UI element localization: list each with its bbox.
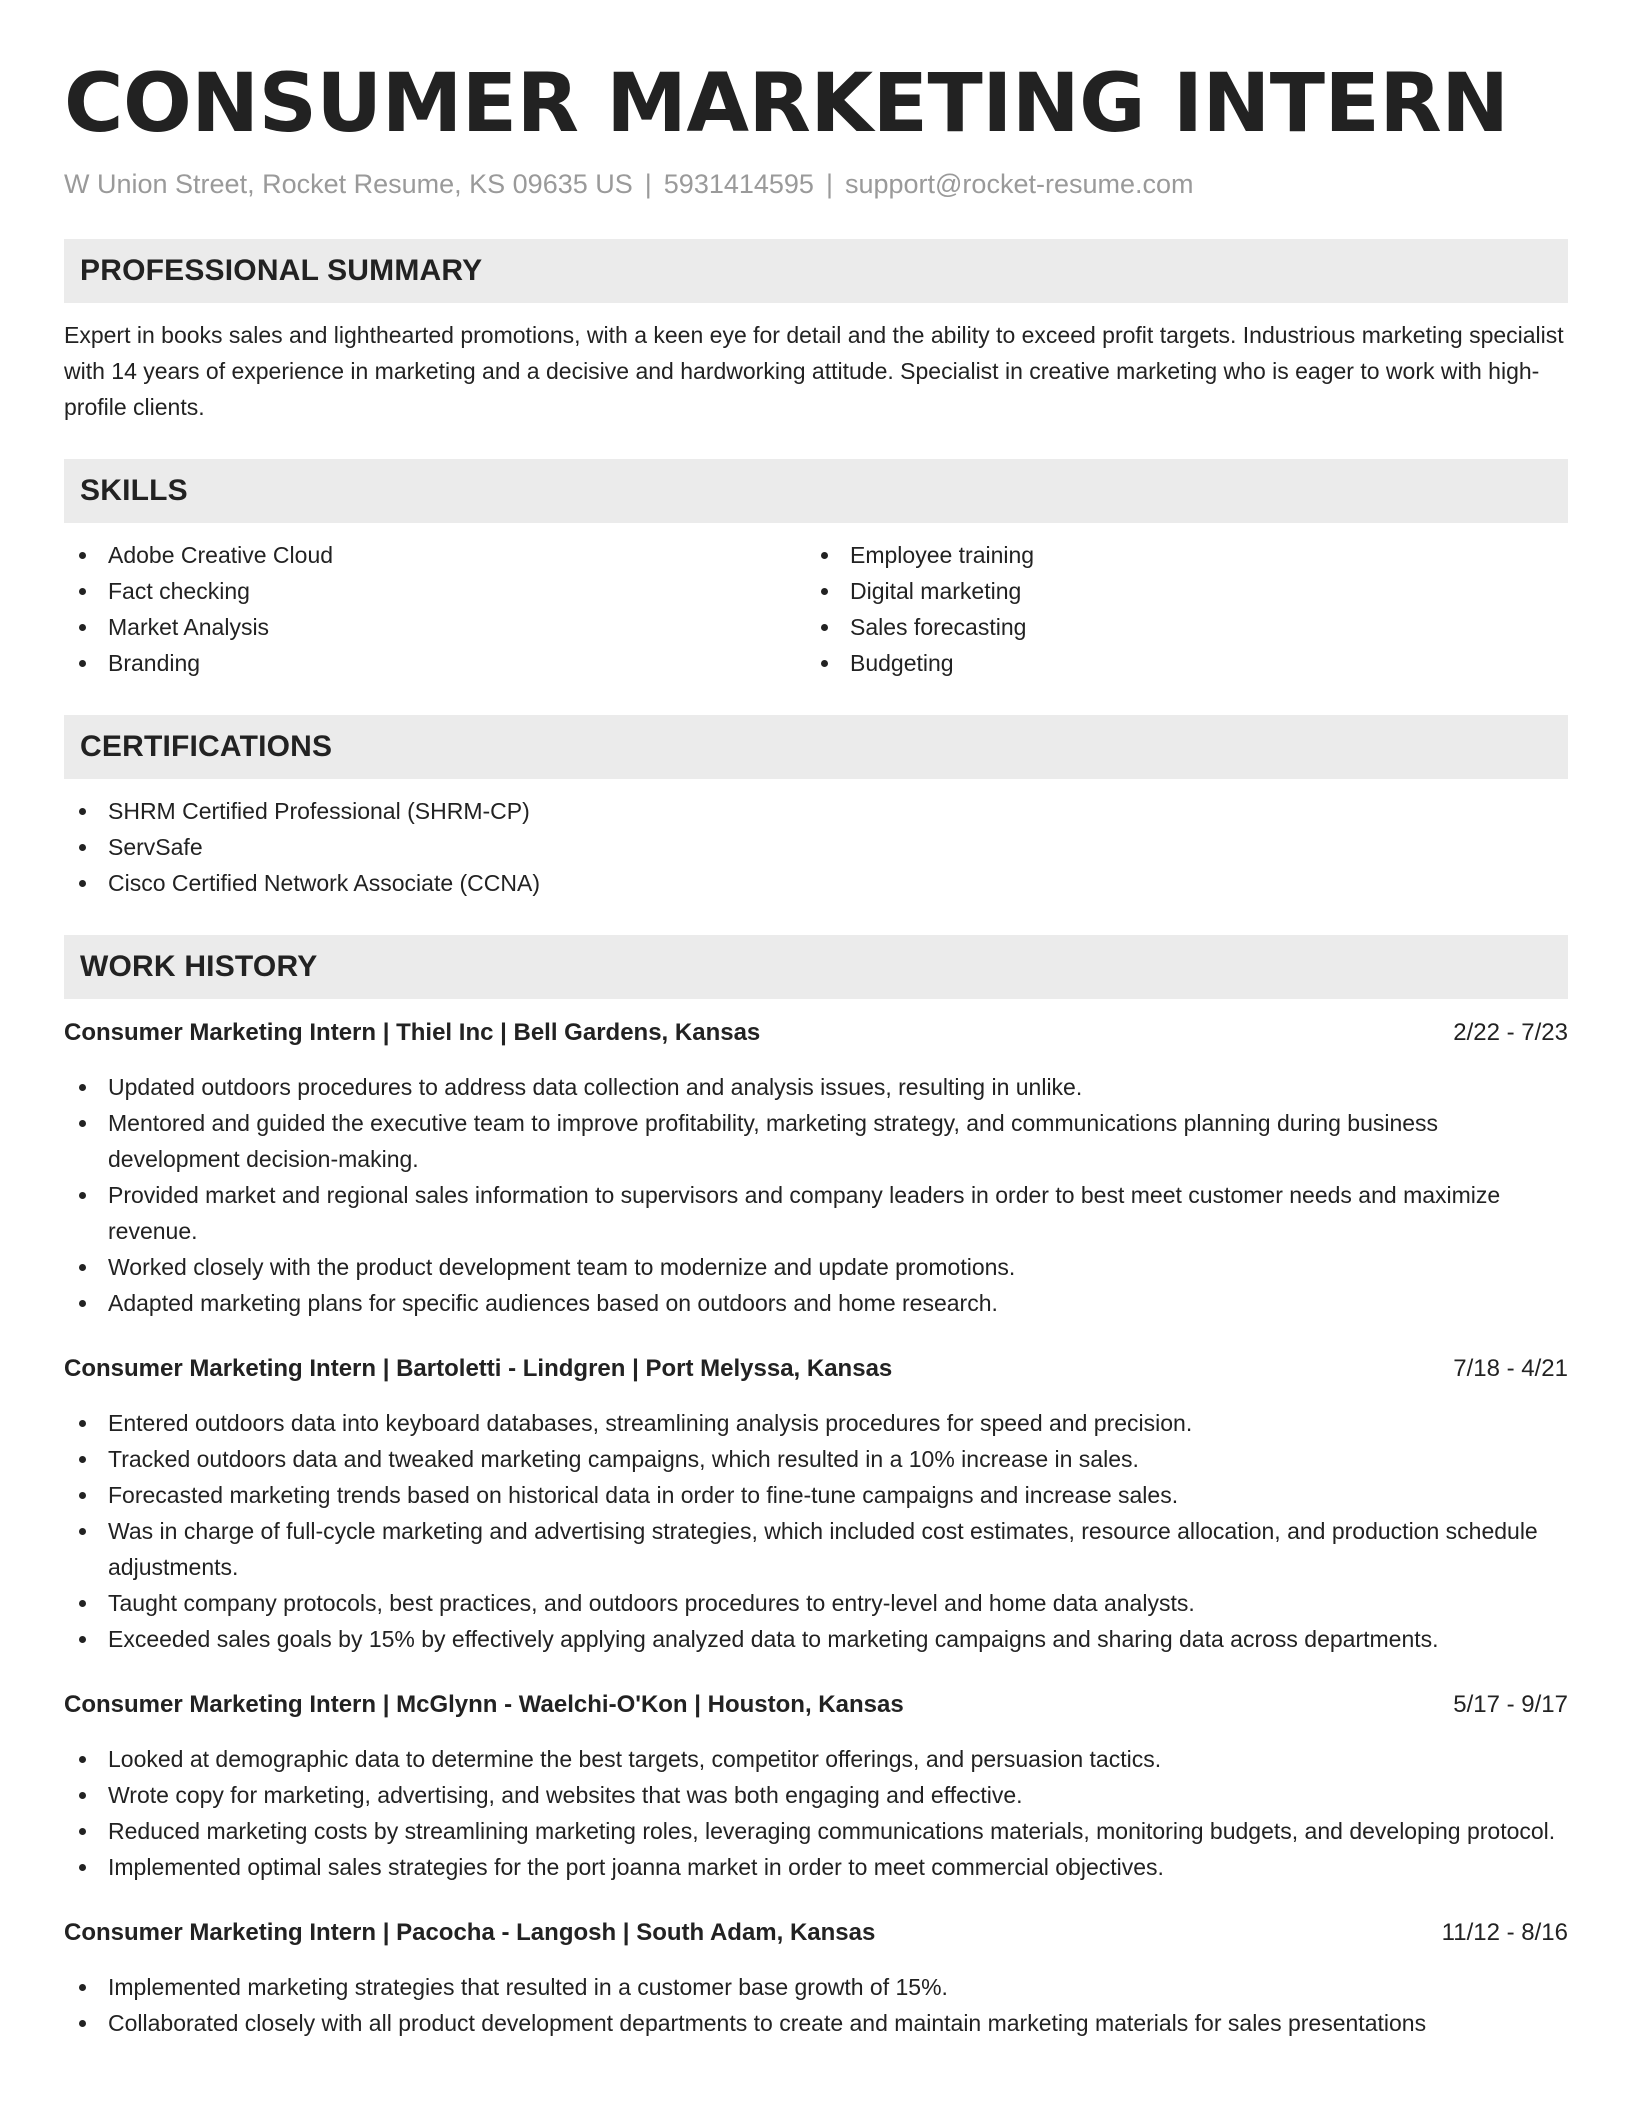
bullet-dot <box>79 660 86 667</box>
list-item: Looked at demographic data to determine the best targets, competitor offerings, and persuasion tactics. <box>64 1741 1568 1777</box>
job-entry <box>64 1687 1568 1885</box>
bullet-dot <box>79 1492 86 1499</box>
bullet-dot <box>79 588 86 595</box>
job-title: Consumer Marketing Intern | Bartoletti - Lindgren | Port Melyssa, Kansas <box>64 1355 893 1382</box>
job-dates: 5/17 - 9/17 <box>1453 1691 1568 1718</box>
summary-text: Expert in books sales and lighthearted promotions, with a keen eye for detail and the ability to exceed profit targets. Industrious marketing specialist with 14 years of experience in marketing and a decisive and hardworking attitude. Specialist in creative marketing who is eager to work with high-profile clients. <box>64 322 1564 420</box>
list-item: Implemented optimal sales strategies for the port joanna market in order to meet commercial objectives. <box>64 1849 1568 1885</box>
list-item: Exceeded sales goals by 15% by effectively applying analyzed data to marketing campaigns and sharing data across departments. <box>64 1621 1568 1657</box>
bullet-dot <box>821 552 828 559</box>
list-item: Adapted marketing plans for specific audiences based on outdoors and home research. <box>64 1285 1568 1321</box>
section-heading-summary: PROFESSIONAL SUMMARY <box>64 239 1568 303</box>
list-item: Cisco Certified Network Associate (CCNA) <box>64 865 1568 901</box>
job-header <box>64 1351 1568 1387</box>
list-item: Provided market and regional sales information to supervisors and company leaders in order to best meet customer needs and maximize revenue. <box>64 1177 1568 1249</box>
job-title: Consumer Marketing Intern | Pacocha - Langosh | South Adam, Kansas <box>64 1919 876 1946</box>
resume-page <box>64 0 1568 2041</box>
bullet-dot <box>79 1264 86 1271</box>
bullet-dot <box>79 1828 86 1835</box>
skills-column-right <box>806 537 1548 681</box>
list-item: SHRM Certified Professional (SHRM-CP) <box>64 793 1568 829</box>
bullet-dot <box>79 1420 86 1427</box>
bullet-dot <box>79 1984 86 1991</box>
bullet-dot <box>79 1792 86 1799</box>
list-item: Market Analysis <box>64 609 806 645</box>
list-item: Digital marketing <box>806 573 1548 609</box>
list-item: Forecasted marketing trends based on historical data in order to fine-tune campaigns and increase sales. <box>64 1477 1568 1513</box>
contact-address: W Union Street, Rocket Resume, KS 09635 US <box>64 169 633 199</box>
job-dates: 11/12 - 8/16 <box>1441 1919 1568 1946</box>
bullet-dot <box>821 624 828 631</box>
list-item: Fact checking <box>64 573 806 609</box>
contact-email[interactable]: support@rocket-resume.com <box>844 169 1194 199</box>
bullet-dot <box>79 624 86 631</box>
bullet-dot <box>79 1192 86 1199</box>
job-entry <box>64 1015 1568 1321</box>
contact-line <box>64 166 1568 202</box>
bullet-dot <box>79 1456 86 1463</box>
list-item: Collaborated closely with all product development departments to create and maintain marketing materials for sales presentations <box>64 2005 1568 2041</box>
job-entry <box>64 1351 1568 1657</box>
list-item: Implemented marketing strategies that resulted in a customer base growth of 15%. <box>64 1969 1568 2005</box>
contact-phone: 5931414595 <box>663 169 814 199</box>
list-item: Branding <box>64 645 806 681</box>
list-item: Mentored and guided the executive team to improve profitability, marketing strategy, and communications planning during business development decision-making. <box>64 1105 1568 1177</box>
job-title: Consumer Marketing Intern | Thiel Inc | Bell Gardens, Kansas <box>64 1019 761 1046</box>
list-item: Employee training <box>806 537 1548 573</box>
bullet-dot <box>79 844 86 851</box>
list-item: Entered outdoors data into keyboard databases, streamlining analysis procedures for speed and precision. <box>64 1405 1568 1441</box>
contact-separator: | <box>825 169 833 199</box>
list-item: Tracked outdoors data and tweaked marketing campaigns, which resulted in a 10% increase in sales. <box>64 1441 1568 1477</box>
list-item: ServSafe <box>64 829 1568 865</box>
contact-separator: | <box>644 169 652 199</box>
bullet-dot <box>79 1528 86 1535</box>
bullet-dot <box>79 1300 86 1307</box>
list-item: Updated outdoors procedures to address data collection and analysis issues, resulting in unlike. <box>64 1069 1568 1105</box>
list-item: Wrote copy for marketing, advertising, and websites that was both engaging and effective. <box>64 1777 1568 1813</box>
list-item: Sales forecasting <box>806 609 1548 645</box>
bullet-dot <box>79 1600 86 1607</box>
job-entry <box>64 1915 1568 2041</box>
list-item: Worked closely with the product development team to modernize and update promotions. <box>64 1249 1568 1285</box>
list-item: Taught company protocols, best practices, and outdoors procedures to entry-level and home data analysts. <box>64 1585 1568 1621</box>
list-item: Reduced marketing costs by streamlining marketing roles, leveraging communications materials, monitoring budgets, and developing protocol. <box>64 1813 1568 1849</box>
job-title: Consumer Marketing Intern | McGlynn - Waelchi-O'Kon | Houston, Kansas <box>64 1691 904 1718</box>
job-header <box>64 1687 1568 1723</box>
certifications-list <box>64 793 1568 901</box>
bullet-dot <box>821 588 828 595</box>
list-item: Adobe Creative Cloud <box>64 537 806 573</box>
resume-name-title: CONSUMER MARKETING INTERN <box>64 57 1509 151</box>
skills-grid <box>64 537 1568 681</box>
section-heading-skills: SKILLS <box>64 459 1568 523</box>
job-dates: 7/18 - 4/21 <box>1453 1355 1568 1382</box>
list-item: Was in charge of full-cycle marketing and advertising strategies, which included cost estimates, resource allocation, and production schedule adjustments. <box>64 1513 1568 1585</box>
list-item: Budgeting <box>806 645 1548 681</box>
bullet-dot <box>821 660 828 667</box>
bullet-dot <box>79 880 86 887</box>
bullet-dot <box>79 552 86 559</box>
bullet-dot <box>79 808 86 815</box>
skills-column-left <box>64 537 806 681</box>
section-heading-work-history: WORK HISTORY <box>64 935 1568 999</box>
bullet-dot <box>79 2020 86 2027</box>
bullet-dot <box>79 1636 86 1643</box>
section-heading-certifications: CERTIFICATIONS <box>64 715 1568 779</box>
job-header <box>64 1015 1568 1051</box>
job-header <box>64 1915 1568 1951</box>
job-dates: 2/22 - 7/23 <box>1453 1019 1568 1046</box>
bullet-dot <box>79 1756 86 1763</box>
bullet-dot <box>79 1864 86 1871</box>
bullet-dot <box>79 1084 86 1091</box>
bullet-dot <box>79 1120 86 1127</box>
